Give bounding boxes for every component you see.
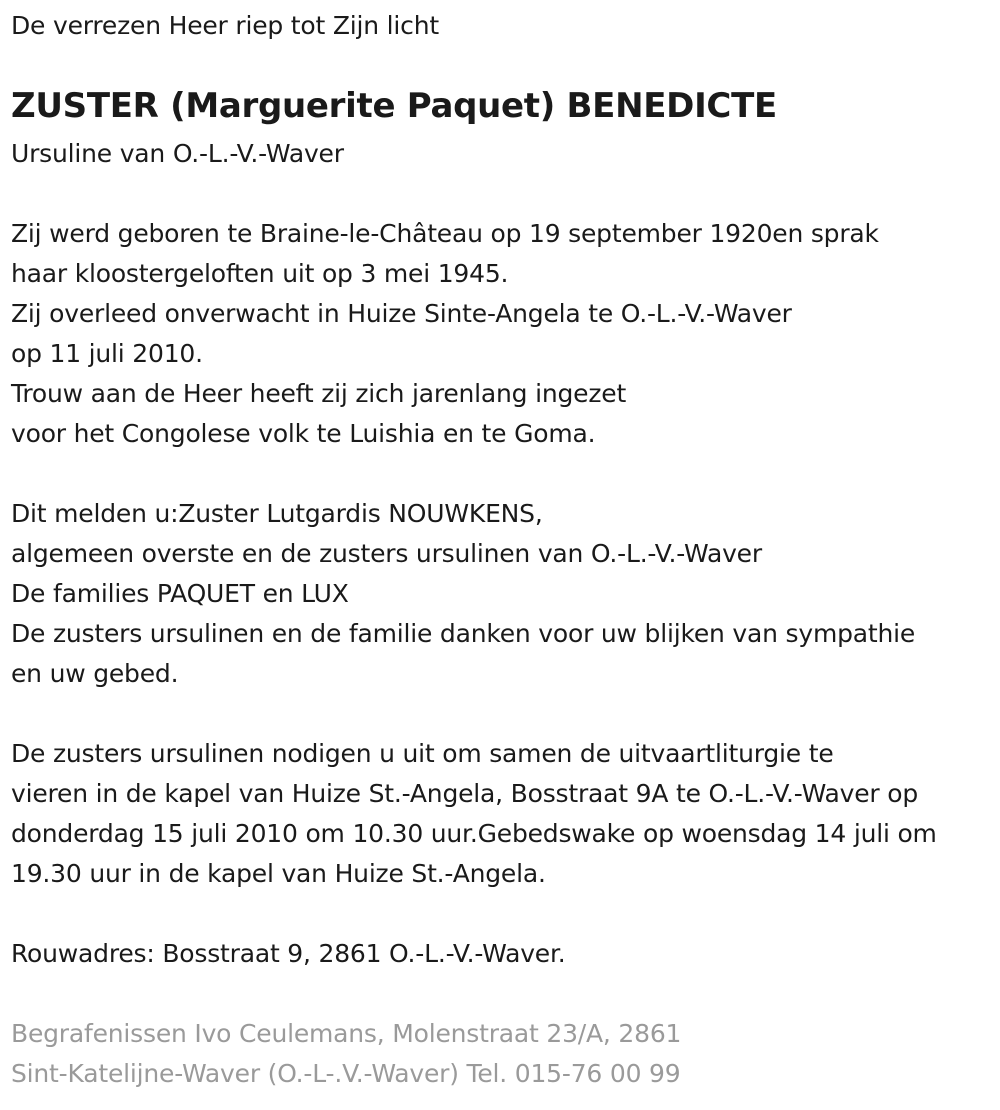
mourning-address: Rouwadres: Bosstraat 9, 2861 O.-L.-V.-Waver. (11, 939, 566, 968)
address-block (11, 934, 566, 974)
announcer-line: en uw gebed. (11, 659, 179, 688)
announcer-line: Dit melden u:Zuster Lutgardis NOUWKENS, (11, 499, 543, 528)
bio-line: Zij overleed onverwacht in Huize Sinte-Angela te O.-L.-V.-Waver (11, 299, 792, 328)
funeral-home-line: Sint-Katelijne-Waver (O.-L-.V.-Waver) Tel. 015-76 00 99 (11, 1059, 681, 1088)
announcer-line: De families PAQUET en LUX (11, 579, 349, 608)
bio-line: haar kloostergeloften uit op 3 mei 1945. (11, 259, 509, 288)
intro-line: De verrezen Heer riep tot Zijn licht (11, 11, 439, 40)
deceased-name-heading: ZUSTER (Marguerite Paquet) BENEDICTE (11, 86, 777, 126)
announcer-line: algemeen overste en de zusters ursulinen van O.-L.-V.-Waver (11, 539, 762, 568)
announcers-block (11, 494, 915, 694)
bio-line: op 11 juli 2010. (11, 339, 203, 368)
announcer-line: De zusters ursulinen en de familie danken voor uw blijken van sympathie (11, 619, 916, 648)
service-line: 19.30 uur in de kapel van Huize St.-Angela. (11, 859, 546, 888)
service-line: vieren in de kapel van Huize St.-Angela, Bosstraat 9A te O.-L.-V.-Waver op (11, 779, 919, 808)
bio-line: voor het Congolese volk te Luishia en te Goma. (11, 419, 596, 448)
service-line: De zusters ursulinen nodigen u uit om samen de uitvaartliturgie te (11, 739, 834, 768)
funeral-home-block (11, 1014, 681, 1094)
biography-block (11, 214, 879, 454)
bio-line: Zij werd geboren te Braine-le-Château op 19 september 1920en sprak (11, 219, 879, 248)
service-line: donderdag 15 juli 2010 om 10.30 uur.Gebedswake op woensdag 14 juli om (11, 819, 937, 848)
bio-line: Trouw aan de Heer heeft zij zich jarenlang ingezet (11, 379, 627, 408)
funeral-home-line: Begrafenissen Ivo Ceulemans, Molenstraat 23/A, 2861 (11, 1019, 682, 1048)
service-block (11, 734, 937, 894)
subtitle-line: Ursuline van O.-L.-V.-Waver (11, 139, 344, 168)
